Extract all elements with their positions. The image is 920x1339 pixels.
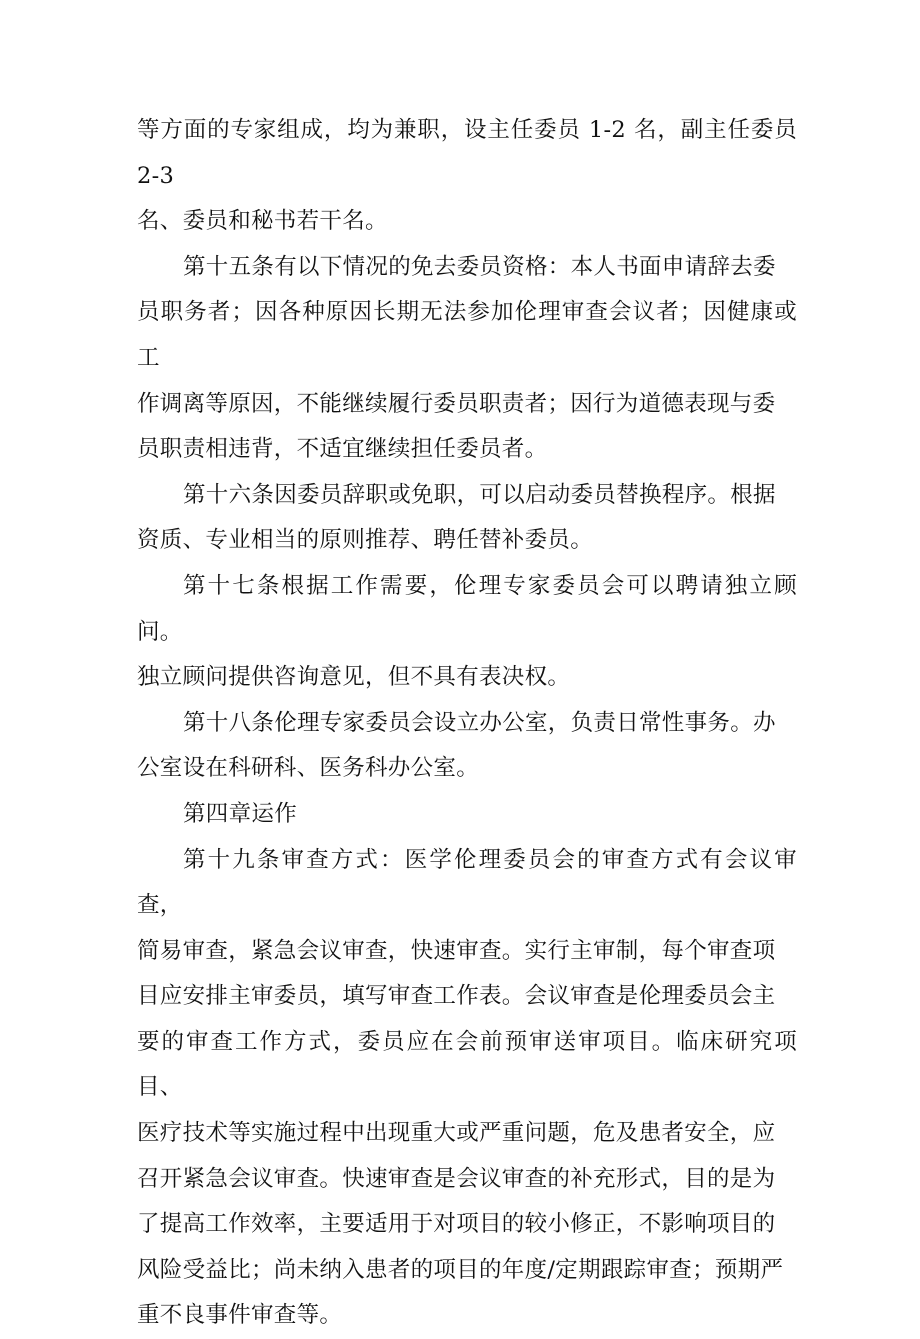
text-line: 重不良事件审查等。	[137, 1293, 797, 1339]
text-line: 员职责相违背，不适宜继续担任委员者。	[137, 427, 797, 473]
text-line: 第十七条根据工作需要，伦理专家委员会可以聘请独立顾问。	[137, 564, 797, 655]
chapter-heading	[137, 792, 797, 838]
text-line: 召开紧急会议审查。快速审查是会议审查的补充形式，目的是为	[137, 1157, 797, 1203]
text-line: 作调离等原因，不能继续履行委员职责者；因行为道德表现与委	[137, 382, 797, 428]
text-line: 了提高工作效率，主要适用于对项目的较小修正，不影响项目的	[137, 1202, 797, 1248]
text-line: 员职务者；因各种原因长期无法参加伦理审查会议者；因健康或工	[137, 290, 797, 381]
document-body	[137, 108, 797, 1339]
text-line: 第十八条伦理专家委员会设立办公室，负责日常性事务。办	[137, 701, 797, 747]
text-line: 资质、专业相当的原则推荐、聘任替补委员。	[137, 518, 797, 564]
paragraph-article-16	[137, 473, 797, 564]
text-line: 第十九条审查方式：医学伦理委员会的审查方式有会议审查，	[137, 838, 797, 929]
text-line: 简易审查，紧急会议审查，快速审查。实行主审制，每个审查项	[137, 929, 797, 975]
text-line: 独立顾问提供咨询意见，但不具有表决权。	[137, 655, 797, 701]
paragraph-article-15	[137, 245, 797, 473]
text-line: 要的审查工作方式，委员应在会前预审送审项目。临床研究项目、	[137, 1020, 797, 1111]
text-line: 风险受益比；尚未纳入患者的项目的年度/定期跟踪审查；预期严	[137, 1248, 797, 1294]
text-line: 第十五条有以下情况的免去委员资格：本人书面申请辞去委	[137, 245, 797, 291]
paragraph-article-17	[137, 564, 797, 701]
text-line: 公室设在科研科、医务科办公室。	[137, 746, 797, 792]
text-line: 第四章运作	[137, 792, 797, 838]
text-line: 目应安排主审委员，填写审查工作表。会议审查是伦理委员会主	[137, 974, 797, 1020]
paragraph-article-18	[137, 701, 797, 792]
text-line: 医疗技术等实施过程中出现重大或严重问题，危及患者安全，应	[137, 1111, 797, 1157]
text-line: 第十六条因委员辞职或免职，可以启动委员替换程序。根据	[137, 473, 797, 519]
paragraph-continuation	[137, 108, 797, 245]
paragraph-article-19	[137, 838, 797, 1339]
text-line: 等方面的专家组成，均为兼职，设主任委员 1-2 名，副主任委员 2-3	[137, 108, 797, 199]
text-line: 名、委员和秘书若干名。	[137, 199, 797, 245]
